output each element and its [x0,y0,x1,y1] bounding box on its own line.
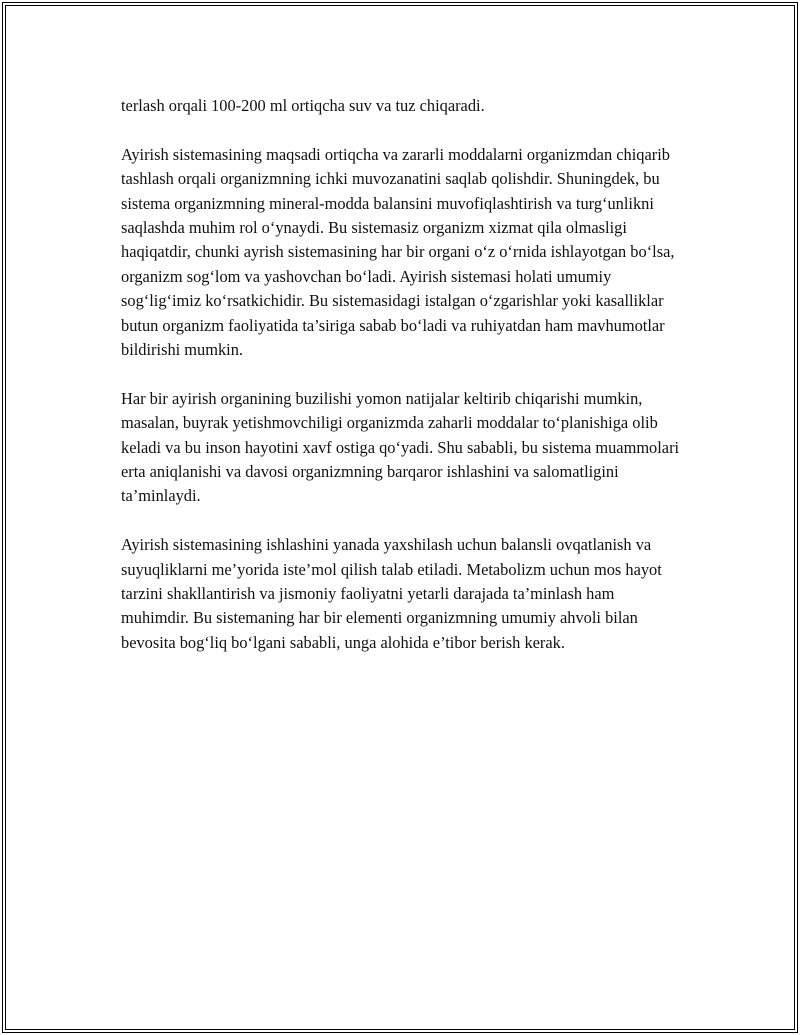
paragraph-1: terlash orqali 100-200 ml ortiqcha suv va tuz chiqaradi. [121,96,485,115]
paragraph-2: Ayirish sistemasining maqsadi ortiqcha va zararli moddalarni organizmdan chiqarib tashlash orqali organizmning ichki muvozanatini saqlab qolishdir. Shuningdek, bu sistema organizmning mineral-modda balansini muvofiqlashtirish va turg‘unlikni saqlashda muhim rol o‘ynaydi. Bu sistemasiz organizm xizmat qila olmasligi haqiqatdir, chunki ayrish sistemasining har bir organi o‘z o‘rnida ishlayotgan bo‘lsa, organizm sog‘lom va yashovchan bo‘ladi. Ayirish sistemasi holati umumiy sog‘lig‘imiz ko‘rsatkichidir. Bu sistemasidagi istalgan o‘zgarishlar yoki kasalliklar butun organizm faoliyatida ta’siriga sabab bo‘ladi va ruhiyatdan ham mavhumotlar bildirishi mumkin. [121,144,675,360]
document-body [121,94,683,680]
paragraph-4: Ayirish sistemasining ishlashini yanada yaxshilash uchun balansli ovqatlanish va suyuqliklarni me’yorida iste’mol qilish talab etiladi. Metabolizm uchun mos hayot tarzini shakllantirish va jismoniy faoliyatni yetarli darajada ta’minlash ham muhimdir. Bu sistemaning har bir elementi organizmning umumiy ahvoli bilan bevosita bog‘liq bo‘lgani sababli, unga alohida e’tibor berish kerak. [121,535,662,652]
document-page [2,2,798,1033]
paragraph-3: Har bir ayirish organining buzilishi yomon natijalar keltirib chiqarishi mumkin, masalan, buyrak yetishmovchiligi organizmda zaharli moddalar to‘planishiga olib keladi va bu inson hayotini xavf ostiga qo‘yadi. Shu sababli, bu sistema muammolari erta aniqlanishi va davosi organizmning barqaror ishlashini va salomatligini ta’minlaydi. [121,388,680,506]
